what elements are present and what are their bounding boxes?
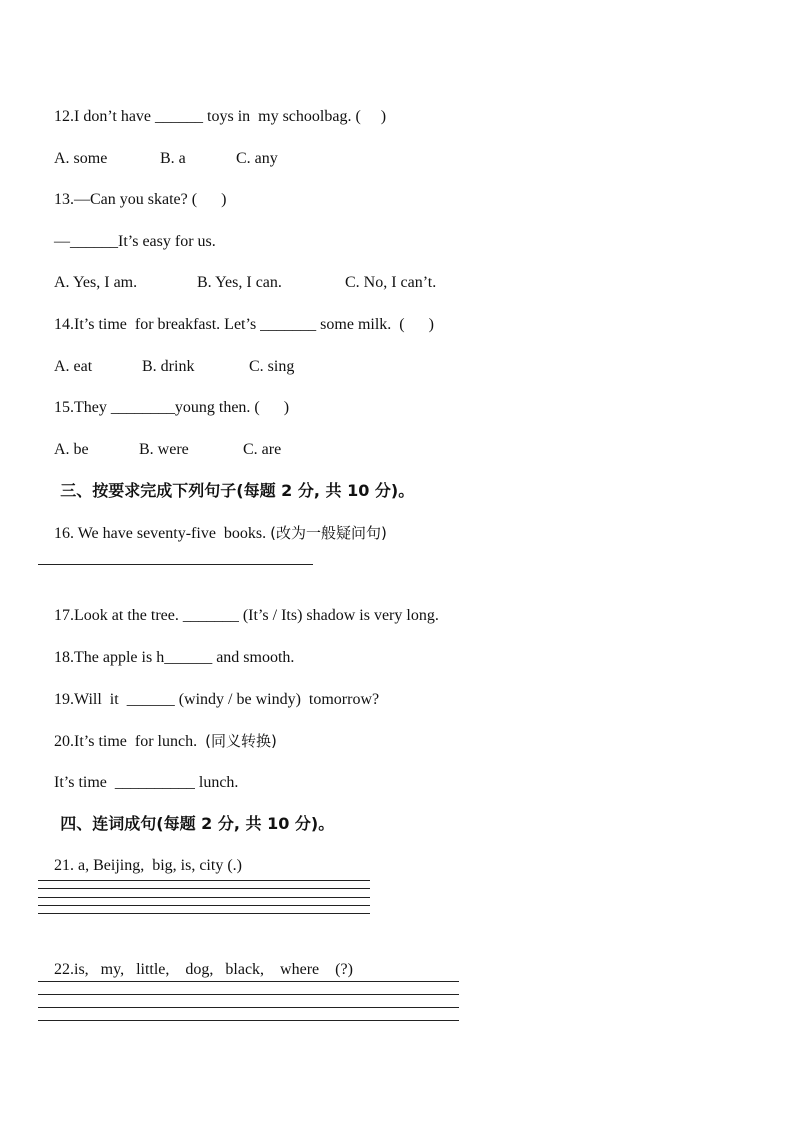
question-15 bbox=[38, 378, 290, 416]
question-20-answer bbox=[38, 753, 239, 791]
question-18 bbox=[38, 628, 295, 666]
writing-line bbox=[38, 913, 370, 914]
question-12-stem: 12.I don’t have ______ toys in my schoolbag. ( ) bbox=[54, 108, 387, 125]
option-a: A. some bbox=[54, 150, 108, 167]
option-c: C. No, I can’t. bbox=[345, 274, 437, 291]
writing-line bbox=[38, 897, 370, 898]
question-17 bbox=[38, 586, 439, 624]
question-20-stem: 20.It’s time for lunch. bbox=[54, 733, 206, 750]
option-b: B. a bbox=[160, 150, 186, 167]
section-4-heading-text: 四、连词成句(每题 2 分, 共 10 分)。 bbox=[60, 814, 335, 833]
section-4-heading bbox=[38, 794, 335, 833]
option-a: A. be bbox=[54, 441, 89, 458]
question-21 bbox=[38, 836, 242, 874]
question-14 bbox=[38, 295, 434, 333]
section-3-heading-text: 三、按要求完成下列句子(每题 2 分, 共 10 分)。 bbox=[60, 481, 415, 500]
question-17-stem: 17.Look at the tree. _______ (It’s / Its) shadow is very long. bbox=[54, 607, 439, 624]
question-20-answer-line: It’s time __________ lunch. bbox=[54, 774, 239, 791]
question-16 bbox=[38, 503, 387, 542]
writing-line bbox=[38, 994, 459, 995]
writing-line bbox=[38, 905, 370, 906]
writing-line bbox=[38, 880, 370, 881]
question-20-instruction: (同义转换) bbox=[205, 732, 277, 750]
question-16-instruction: (改为一般疑问句) bbox=[270, 524, 387, 542]
question-13-reply-text: —______It’s easy for us. bbox=[54, 233, 216, 250]
question-19 bbox=[38, 670, 380, 708]
question-18-stem: 18.The apple is h______ and smooth. bbox=[54, 649, 295, 666]
question-15-options bbox=[38, 420, 282, 458]
writing-line bbox=[38, 1020, 459, 1021]
option-a: A. eat bbox=[54, 358, 93, 375]
option-b: B. were bbox=[139, 441, 189, 458]
question-19-stem: 19.Will it ______ (windy / be windy) tomorrow? bbox=[54, 691, 380, 708]
option-c: C. are bbox=[243, 441, 282, 458]
option-b: B. Yes, I can. bbox=[197, 274, 282, 291]
question-13-options bbox=[38, 253, 437, 291]
section-3-heading bbox=[38, 461, 415, 500]
question-21-stem: 21. a, Beijing, big, is, city (.) bbox=[54, 857, 242, 874]
question-16-stem: 16. We have seventy-five books. bbox=[54, 525, 271, 542]
option-c: C. sing bbox=[249, 358, 295, 375]
question-13-reply bbox=[38, 212, 216, 250]
question-14-stem: 14.It’s time for breakfast. Let’s _______ some milk. ( ) bbox=[54, 316, 434, 333]
option-a: A. Yes, I am. bbox=[54, 274, 138, 291]
writing-line bbox=[38, 888, 370, 889]
option-b: B. drink bbox=[142, 358, 195, 375]
question-15-stem: 15.They ________young then. ( ) bbox=[54, 399, 290, 416]
question-13 bbox=[38, 170, 227, 208]
question-22 bbox=[38, 940, 353, 978]
option-c: C. any bbox=[236, 150, 278, 167]
writing-line bbox=[38, 981, 459, 982]
question-13-stem: 13.—Can you skate? ( ) bbox=[54, 191, 227, 208]
question-14-options bbox=[38, 337, 295, 375]
question-12-options bbox=[38, 129, 278, 167]
question-20 bbox=[38, 711, 277, 750]
question-22-stem: 22.is, my, little, dog, black, where (?) bbox=[54, 961, 353, 978]
question-12 bbox=[38, 87, 387, 125]
answer-line bbox=[38, 564, 313, 565]
writing-line bbox=[38, 1007, 459, 1008]
